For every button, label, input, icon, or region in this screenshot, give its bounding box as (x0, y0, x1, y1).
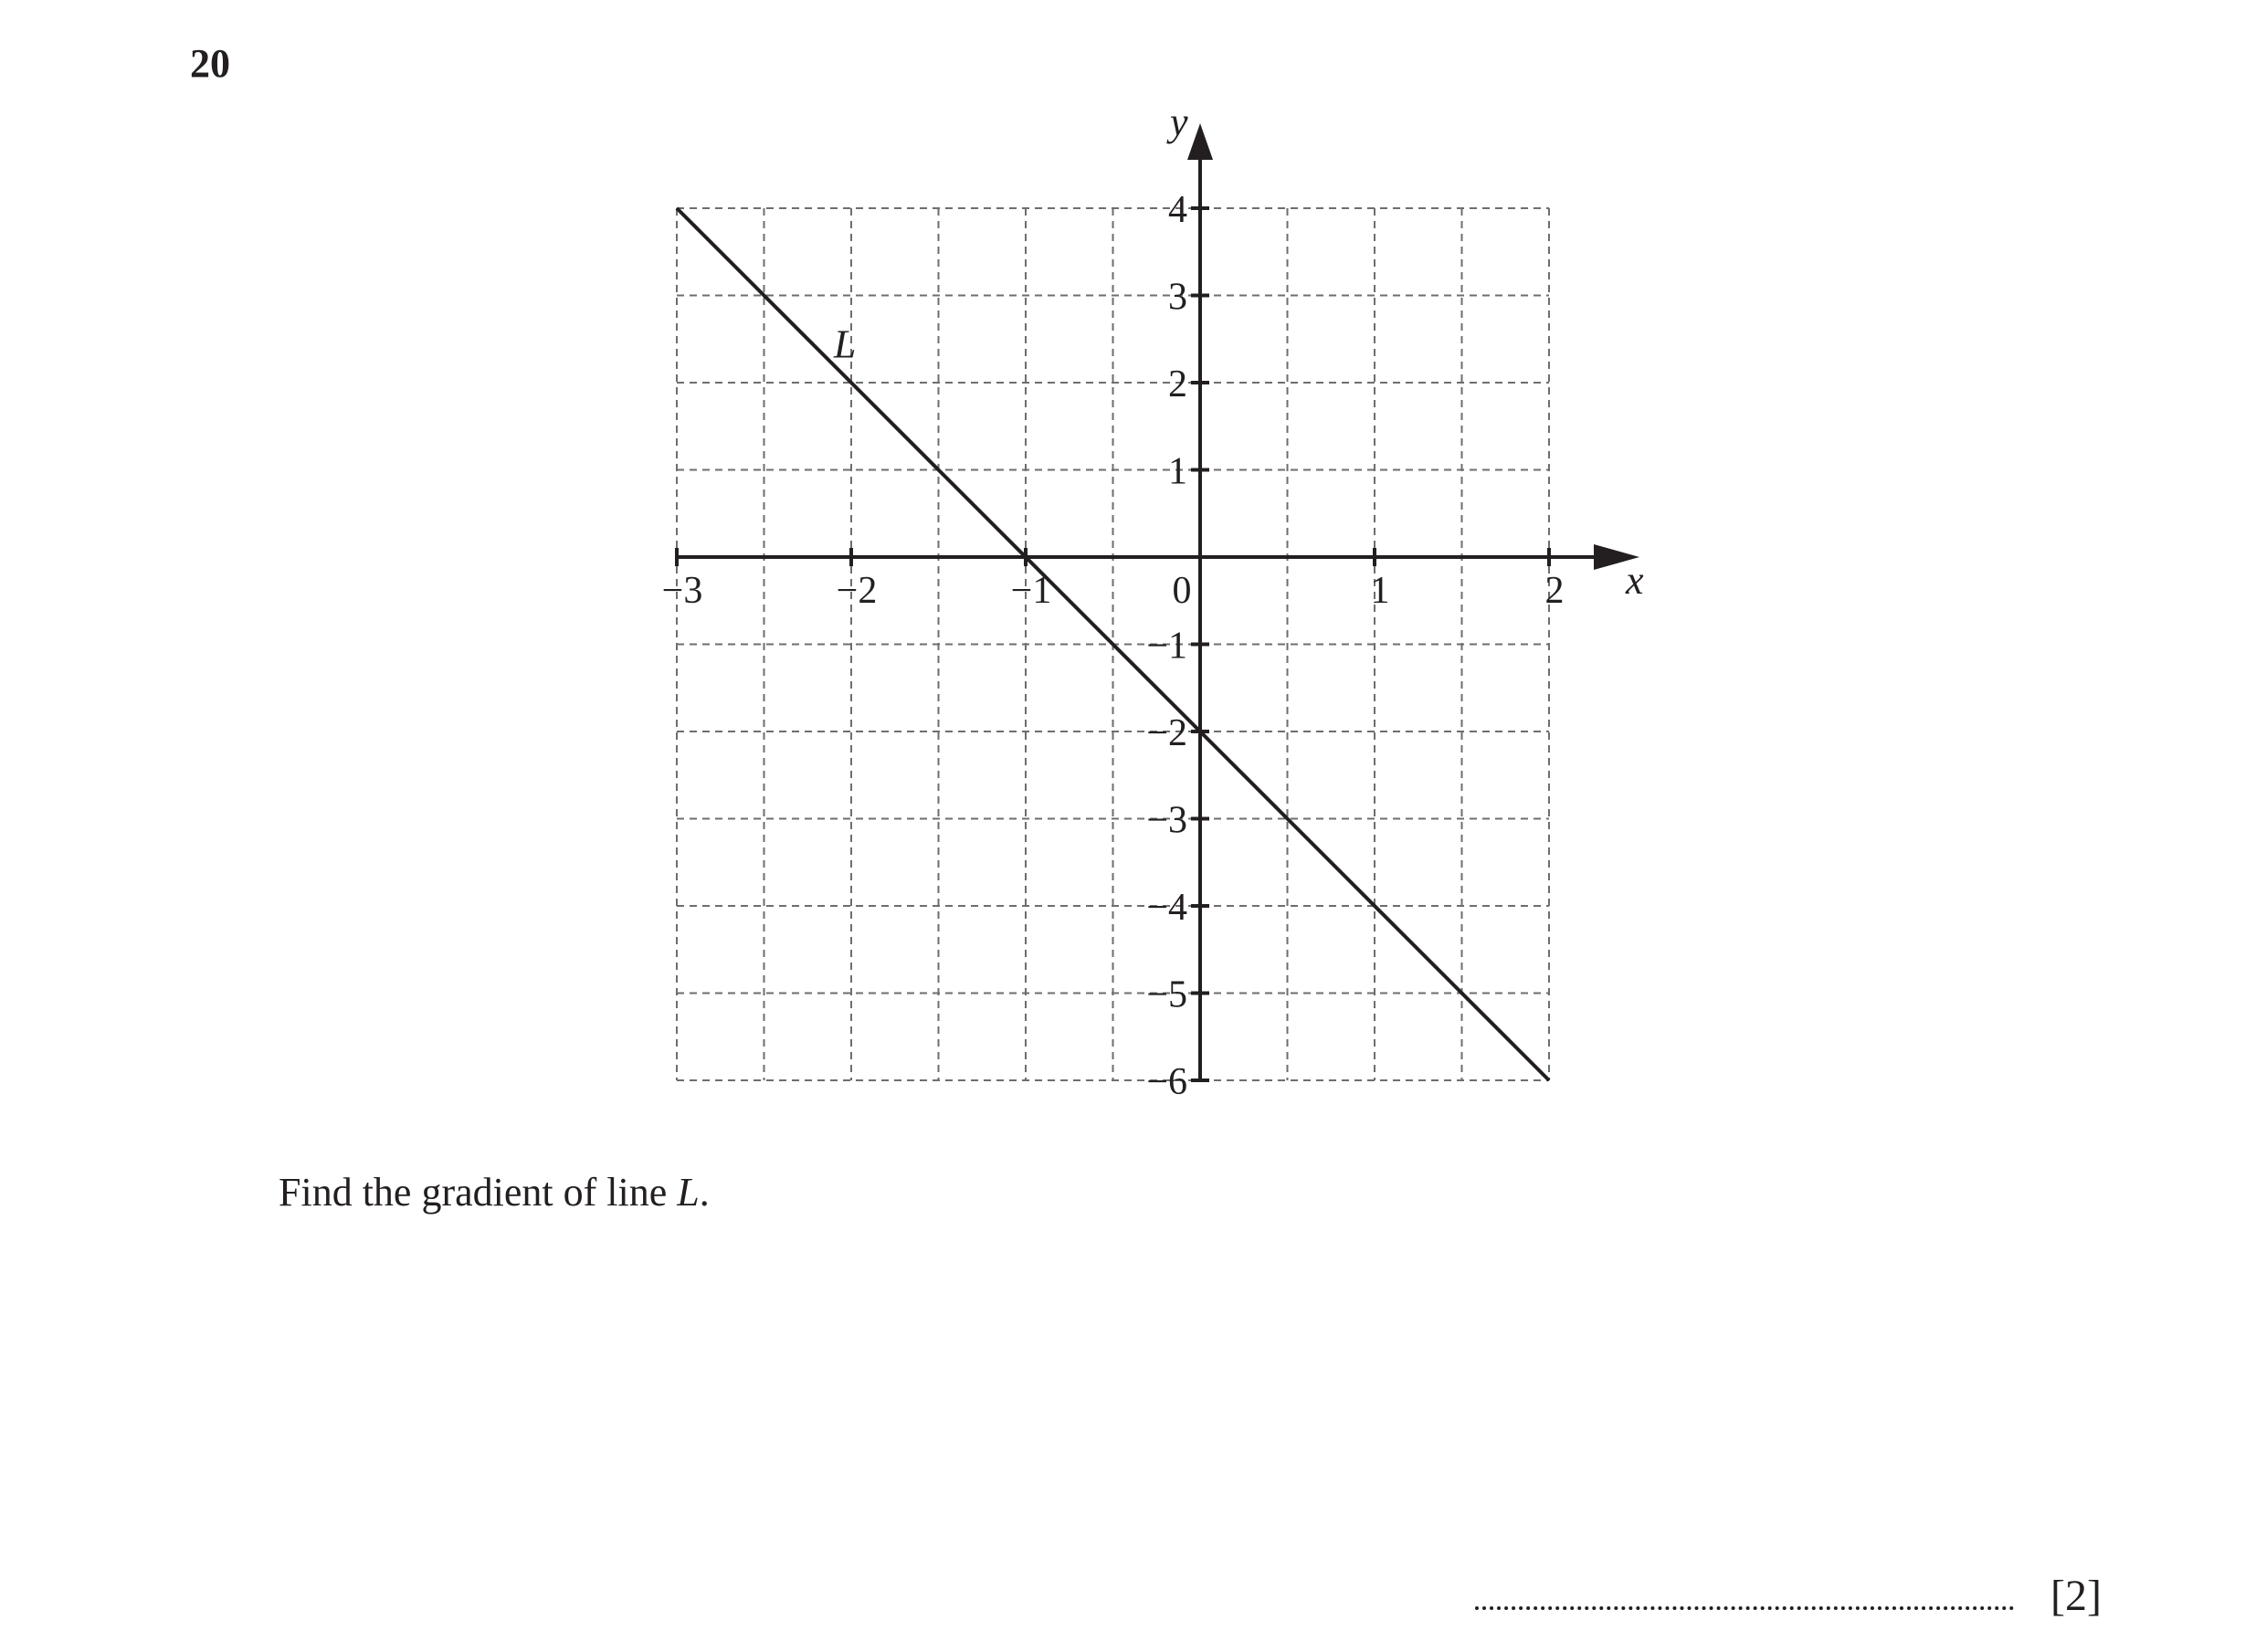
question-text (279, 1169, 710, 1215)
y-tick-label: −6 (1146, 1061, 1187, 1103)
question-period: . (699, 1170, 710, 1215)
x-tick-label: 0 (1172, 570, 1192, 612)
y-tick-label: −5 (1146, 973, 1187, 1016)
x-axis-label: x (1626, 558, 1644, 603)
y-tick-label: −1 (1146, 625, 1187, 668)
y-tick-label: 2 (1168, 363, 1187, 405)
line-label-L: L (833, 321, 857, 367)
y-axis-arrow (1187, 123, 1213, 160)
x-tick-label: −2 (836, 570, 878, 612)
y-tick-label: 3 (1168, 276, 1187, 319)
y-tick-label: −3 (1146, 799, 1187, 842)
axes (677, 123, 1639, 1080)
answer-area (1475, 1571, 2102, 1621)
y-tick-label: 1 (1168, 450, 1187, 493)
question-number: 20 (190, 41, 230, 86)
x-tick-label: 2 (1544, 570, 1565, 612)
answer-line[interactable] (1475, 1606, 2014, 1610)
marks-label: [2] (2050, 1572, 2102, 1620)
y-tick-label: 4 (1168, 189, 1187, 231)
y-axis-label: y (1170, 100, 1188, 144)
x-tick-label: −1 (1010, 570, 1052, 612)
question-prompt: Find the gradient of line (279, 1170, 678, 1215)
x-tick-label: −3 (661, 570, 703, 612)
question-variable: L (677, 1170, 700, 1215)
y-tick-label: −2 (1146, 712, 1187, 754)
tick-labels (662, 100, 1644, 1103)
y-tick-label: −4 (1146, 887, 1187, 929)
x-tick-label: 1 (1370, 570, 1390, 612)
